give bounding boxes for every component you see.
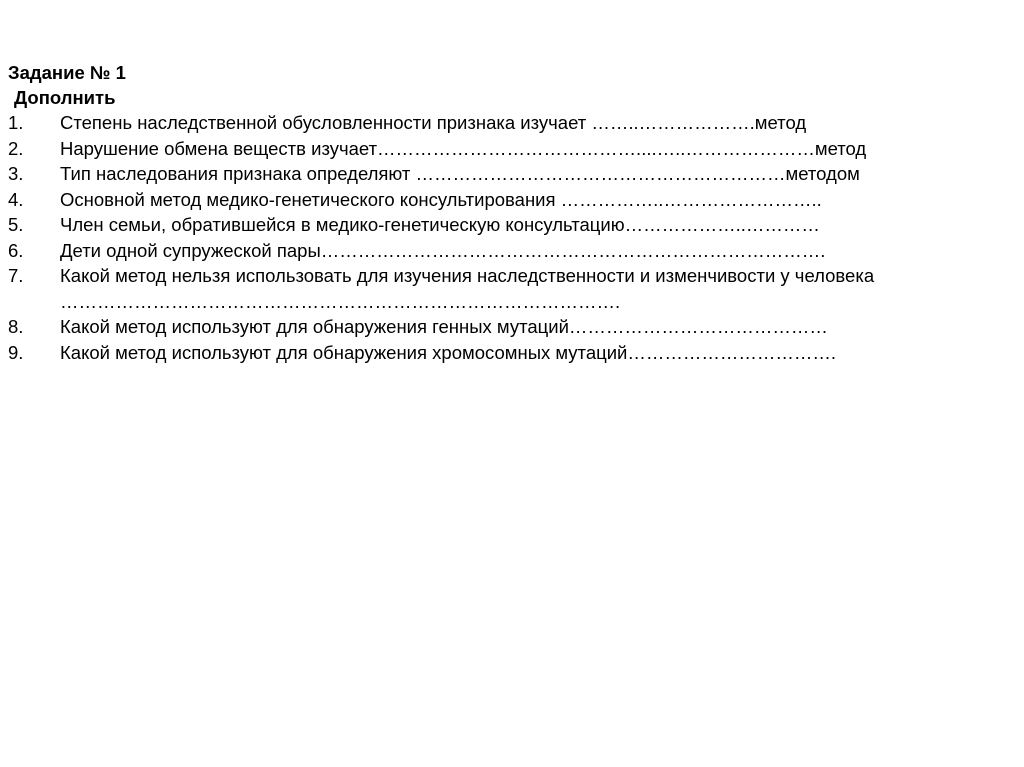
task-list [8,110,1018,365]
task-text: Основной метод медико-генетического консультирования ……………..…………………….. [60,188,822,210]
task-number: 3. [8,163,24,184]
task-item-7 [8,263,1018,314]
task-item-5 [8,212,1018,238]
task-number: 1. [8,112,24,133]
task-text: Степень наследственной обусловленности признака изучает ……..……………….метод [60,112,807,133]
task-subtitle: Дополнить [14,87,116,108]
task-text: Какой метод нельзя использовать для изучения наследственности и изменчивости у человека ………………………………………………………………………………. [60,265,875,312]
task-number: 9. [8,341,24,363]
task-item-2 [8,136,1018,162]
task-item-9 [8,340,1018,366]
task-text: Какой метод используют для обнаружения хромосомных мутаций……………………………. [60,341,837,363]
task-title: Задание № 1 [8,62,126,83]
task-text: Нарушение обмена веществ изучает……………………………………....…..…………………метод [60,137,867,159]
task-number: 6. [8,239,24,261]
task-text: Тип наследования признака определяют ……………………………………………………методом [60,163,860,184]
slide-content [8,60,1018,365]
task-number: 2. [8,137,24,159]
task-text: Дети одной супружеской пары………………………………………………………………………. [60,239,826,261]
task-number: 4. [8,188,24,210]
task-number: 8. [8,316,24,337]
task-item-6 [8,238,1018,264]
task-number: 7. [8,265,24,286]
task-item-1 [8,110,1018,136]
task-text: Член семьи, обратившейся в медико-генетическую консультацию………………..………… [60,214,820,235]
task-text: Какой метод используют для обнаружения генных мутаций…………………………………… [60,316,828,337]
task-item-8 [8,314,1018,340]
task-number: 5. [8,214,24,235]
task-item-4 [8,187,1018,213]
task-item-3 [8,161,1018,187]
